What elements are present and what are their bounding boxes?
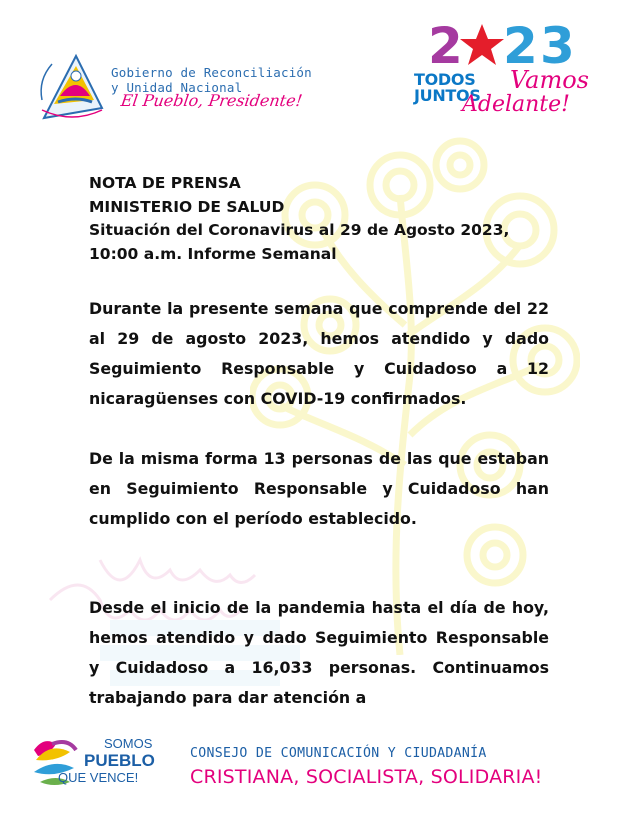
government-name-line2: y Unidad Nacional [111, 80, 243, 95]
somos-pueblo-logo [30, 730, 166, 788]
government-logo [36, 48, 106, 122]
vamos-label: Vamos [510, 66, 589, 94]
government-name-line1: Gobierno de Reconciliación [111, 65, 312, 80]
paragraph-completed-period: De la misma forma 13 personas de las que estaban en Seguimiento Responsable y Cuidadoso han cumplido con el período establecido. [89, 449, 549, 528]
pueblo-label: PUEBLO [84, 751, 155, 770]
press-title: NOTA DE PRENSA [89, 174, 241, 192]
paragraph-weekly-cases: Durante la presente semana que comprende del 22 al 29 de agosto 2023, hemos atendido y dado Seguimiento Responsable y Cuidadoso a 12 nicaragüenses con COVID-19 confirmados. [89, 299, 549, 408]
star-icon [459, 22, 505, 68]
year-digit-3: 3 [540, 17, 575, 75]
council-name: CONSEJO DE COMUNICACIÓN Y CIUDADANÍA [190, 746, 487, 761]
que-vence-label: QUE VENCE! [58, 770, 139, 785]
ministry-name: MINISTERIO DE SALUD [89, 197, 285, 216]
paragraph-total-cases: Desde el inicio de la pandemia hasta el día de hoy, hemos atendido y dado Seguimiento Responsable y Cuidadoso a 16,033 personas. Continuamos trabajando para dar atención a [89, 598, 549, 707]
year-digit-2: 2 [428, 17, 463, 75]
juntos-label: JUNTOS [414, 86, 481, 105]
press-heading-block [89, 172, 549, 266]
council-motto: CRISTIANA, SOCIALISTA, SOLIDARIA! [190, 766, 543, 788]
year-digit-2b: 2 [503, 17, 538, 75]
somos-label: SOMOS [104, 736, 153, 751]
situation-line: Situación del Coronavirus al 29 de Agosto 2023, [89, 221, 510, 239]
report-time: 10:00 a.m. Informe Semanal [89, 244, 337, 263]
todos-label: TODOS [414, 70, 476, 89]
adelante-label: Adelante! [462, 92, 571, 117]
government-slogan: El Pueblo, Presidente! [119, 91, 304, 110]
